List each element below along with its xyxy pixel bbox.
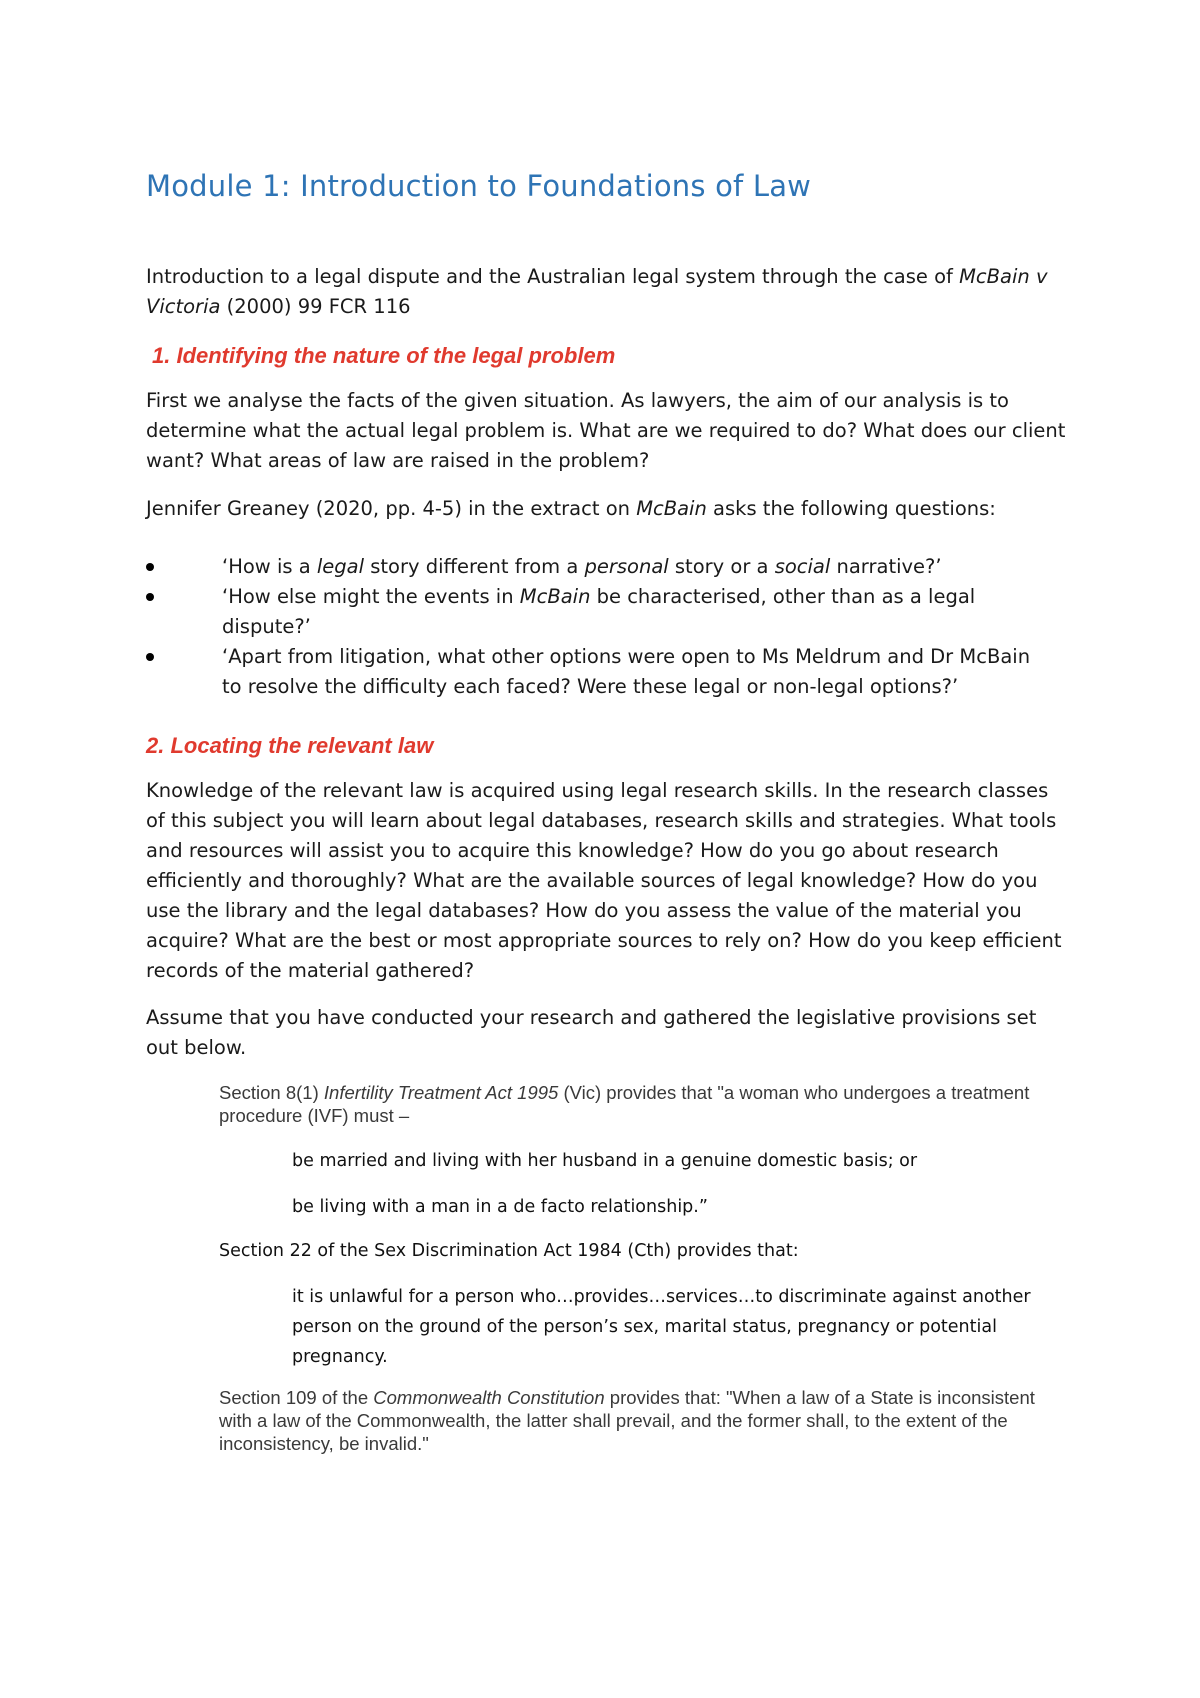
section109-quote: Section 109 of the Commonwealth Constitution provides that: "When a law of a State is inconsistent with a law of the Commonwealth, the latter shall prevail, and the former shall, to the extent of the inconsistency, be invalid." — [219, 1387, 1035, 1454]
bullet-icon — [146, 563, 154, 571]
section-heading-2: 2. Locating the relevant law — [146, 733, 434, 758]
section22-text: it is unlawful for a person who…provides…services…to discriminate against another person on the ground of the person’s sex, marital status, pregnancy or potential pregnancy. — [292, 1287, 1031, 1367]
section8-clause-b: be living with a man in a de facto relationship.” — [292, 1197, 708, 1217]
bullet-text: ‘Apart from litigation, what other options were open to Ms Meldrum and Dr McBain to resolve the difficulty each faced? Were these legal or non-legal options?’ — [222, 645, 1031, 698]
bullet-text: ‘How else might the events in McBain be characterised, other than as a legal dispute?’ — [222, 585, 976, 638]
greaney-case: McBain — [636, 497, 707, 520]
page-title: Module 1: Introduction to Foundations of Law — [146, 169, 812, 203]
intro-paragraph — [146, 262, 1066, 322]
assume-paragraph: Assume that you have conducted your research and gathered the legislative provisions set out below. — [146, 1006, 1037, 1059]
case-citation: (2000) 99 FCR 116 — [220, 295, 411, 318]
section22-label: Section 22 of the Sex Discrimination Act 1984 (Cth) provides that: — [219, 1241, 799, 1261]
list-item — [146, 582, 1066, 642]
intro-text: Introduction to a legal dispute and the Australian legal system through the case of — [146, 265, 960, 288]
greaney-text: Jennifer Greaney (2020, pp. 4-5) in the extract on — [146, 497, 637, 520]
bullet-text: ‘How is a legal story different from a personal story or a social narrative?’ — [222, 555, 942, 578]
case-name: McBain v Victoria — [146, 265, 1048, 318]
bullet-icon — [146, 653, 154, 661]
section-heading-1: 1. Identifying the nature of the legal problem — [152, 343, 616, 368]
section8-clause-a: be married and living with her husband in a genuine domestic basis; or — [292, 1151, 918, 1171]
section1-paragraph: First we analyse the facts of the given situation. As lawyers, the aim of our analysis is to determine what the actual legal problem is. What are we required to do? What does our client want? What areas of law are raised in the problem? — [146, 389, 1066, 472]
question-list — [146, 552, 1066, 702]
bullet-icon — [146, 593, 154, 601]
section8-quote: Section 8(1) Infertility Treatment Act 1995 (Vic) provides that "a woman who undergoes a treatment procedure (IVF) must – — [219, 1082, 1030, 1126]
list-item — [146, 642, 1066, 702]
greaney-text-after: asks the following questions: — [706, 497, 996, 520]
section2-paragraph: Knowledge of the relevant law is acquired using legal research skills. In the research classes of this subject you will learn about legal databases, research skills and strategies. What tools and resources will assist you to acquire this knowledge? How do you go about research efficiently and thoroughly? What are the available sources of legal knowledge? How do you use the library and the legal databases? How do you assess the value of the material you acquire? What are the best or most appropriate sources to rely on? How do you keep efficient records of the material gathered? — [146, 779, 1062, 982]
list-item — [146, 552, 1066, 582]
greaney-paragraph — [146, 494, 1066, 524]
